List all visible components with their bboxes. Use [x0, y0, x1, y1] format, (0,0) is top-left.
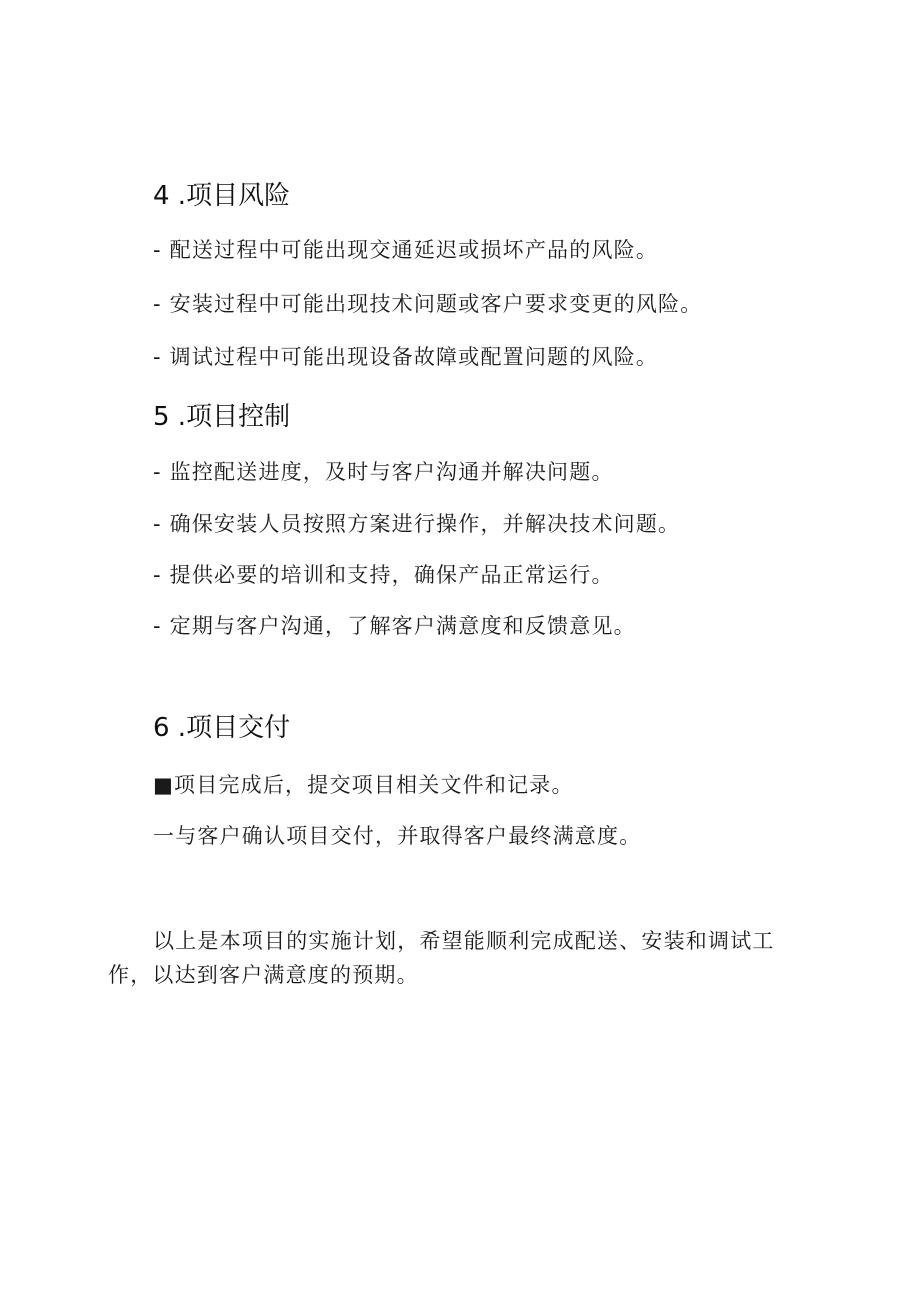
list-item: - 定期与客户沟通，了解客户满意度和反馈意见。	[153, 614, 636, 638]
list-item: ■项目完成后，提交项目相关文件和记录。	[153, 773, 574, 797]
closing-paragraph: 以上是本项目的实施计划，希望能顺利完成配送、安装和调试工作，以达到客户满意度的预期。	[108, 929, 775, 987]
list-item: 一与客户确认项目交付，并取得客户最终满意度。	[153, 824, 642, 848]
list-item: - 提供必要的培训和支持，确保产品正常运行。	[153, 563, 614, 587]
list-item: - 调试过程中可能出现设备故障或配置问题的风险。	[153, 345, 659, 369]
section-heading-risk: 4 .项目风险	[153, 181, 291, 211]
section-heading-control: 5 .项目控制	[153, 402, 291, 432]
list-item: - 监控配送进度，及时与客户沟通并解决问题。	[153, 460, 614, 484]
section-heading-delivery: 6 .项目交付	[153, 713, 291, 743]
list-item: - 确保安装人员按照方案进行操作，并解决技术问题。	[153, 512, 681, 536]
list-item: - 配送过程中可能出现交通延迟或损坏产品的风险。	[153, 238, 659, 262]
list-item: - 安装过程中可能出现技术问题或客户要求变更的风险。	[153, 292, 703, 316]
